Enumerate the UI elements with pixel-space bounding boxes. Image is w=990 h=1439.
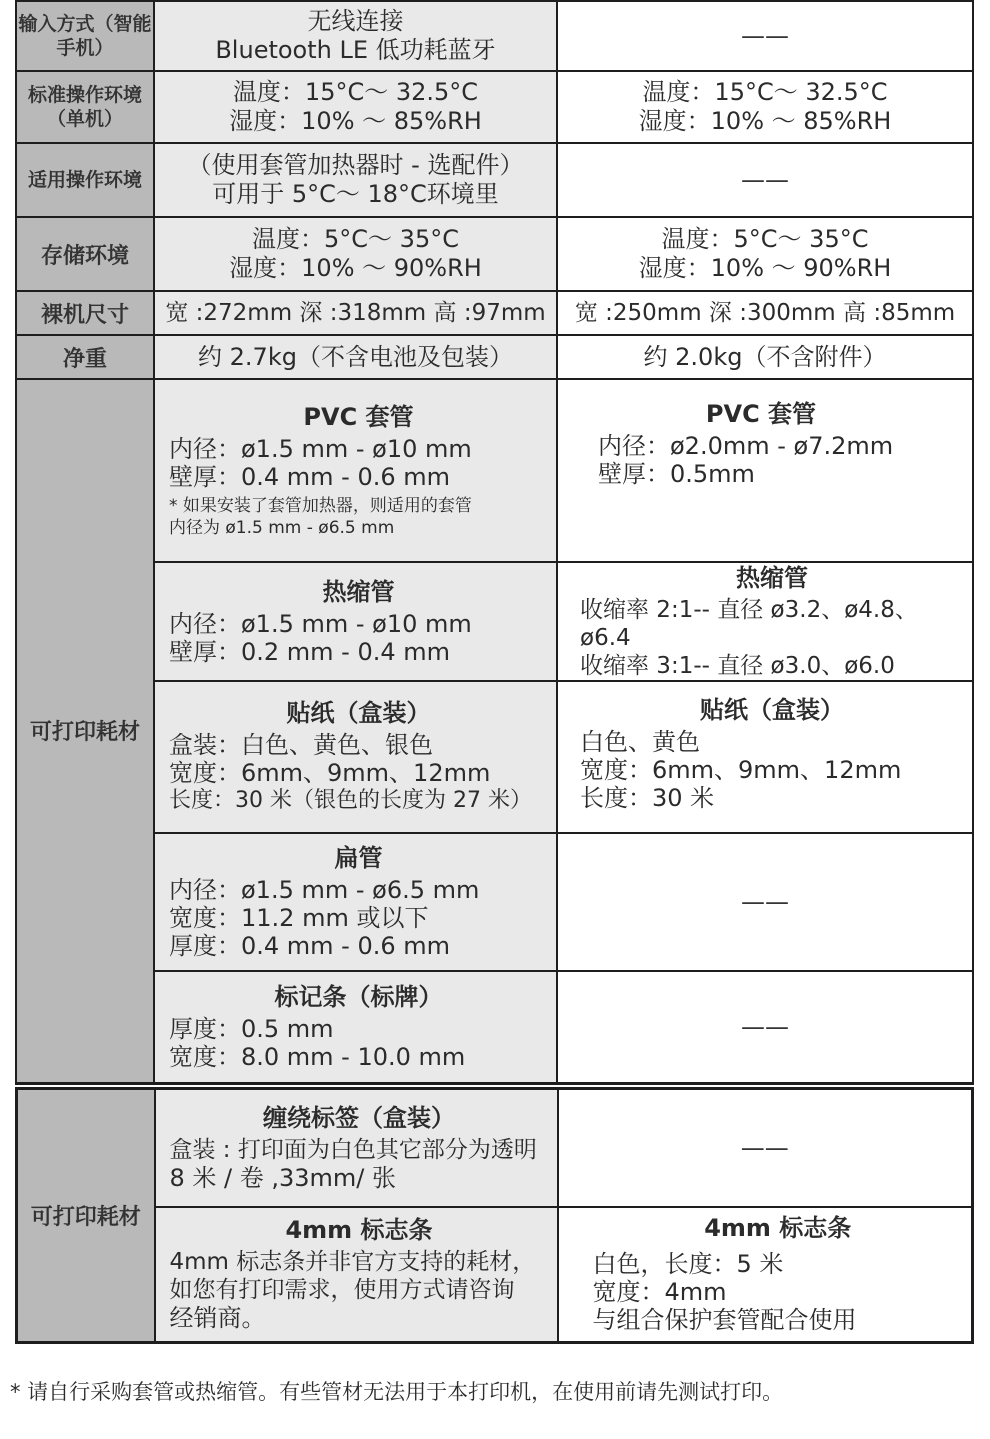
cell-line: 长度：30 米（银色的长度为 27 米） (169, 788, 532, 813)
row-label (16, 143, 154, 217)
cell-line: 8 米 / 卷 ,33mm/ 张 (169, 1163, 397, 1192)
dash: —— (741, 22, 789, 50)
cell-line: 经销商。 (169, 1304, 266, 1333)
item-heading: 热缩管 (736, 563, 808, 592)
cell-line: 如您有打印需求，使用方式请咨询 (169, 1277, 515, 1304)
cell-line: 内径：ø1.5 mm - ø10 mm (169, 434, 472, 463)
cell-line: 无线连接 (307, 7, 404, 35)
dash: —— (740, 1133, 789, 1162)
cell-line: 壁厚：0.4 mm - 0.6 mm (169, 462, 451, 491)
right-cell (557, 562, 973, 681)
item-heading: 扁管 (334, 844, 383, 872)
right-cell (557, 71, 973, 143)
row-stickers (16, 681, 973, 833)
item-heading: 贴纸（盒装） (700, 696, 844, 724)
cell-line: 约 2.0kg（不含附件） (643, 342, 887, 371)
right-cell (557, 217, 973, 291)
left-cell (154, 971, 557, 1083)
left-cell (154, 143, 557, 217)
cell-line: 内径：ø2.0mm - ø7.2mm (598, 432, 894, 460)
cell-line: 温度：5°C～ 35°C (661, 225, 869, 253)
item-heading: 热缩管 (322, 577, 395, 606)
footnote: * 请自行采购套管或热缩管。有些管材无法用于本打印机，在使用前请先测试打印。 (10, 1380, 784, 1404)
cell-line: 内径：ø1.5 mm - ø10 mm (169, 609, 472, 638)
cell-line: 宽度：11.2 mm 或以下 (169, 904, 429, 932)
cell-line: 厚度：0.5 mm (169, 1014, 334, 1043)
cell-line: 湿度：10% ～ 85%RH (638, 107, 892, 135)
cell-line: 宽度：4mm (592, 1278, 727, 1307)
right-cell (558, 1207, 973, 1343)
cell-line: Bluetooth LE 低功耗蓝牙 (215, 36, 496, 64)
row-pvc-tube (16, 379, 973, 562)
row-applicable-env (16, 143, 973, 217)
row-label-consumables (16, 379, 154, 1083)
label-text: 净重 (62, 346, 107, 372)
dash: —— (741, 166, 789, 194)
cell-line: 宽 :250mm 深 :300mm 高 :85mm (574, 299, 956, 326)
item-heading: 缠绕标签（盒装） (263, 1103, 455, 1132)
item-heading: 4mm 标志条 (285, 1216, 433, 1245)
cell-line: 白色，长度：5 米 (592, 1250, 784, 1279)
cell-line: 收缩率 2:1-- 直径 ø3.2、ø4.8、ø6.4 (580, 596, 918, 651)
right-cell (558, 1089, 973, 1207)
right-cell (557, 1, 973, 71)
item-heading: PVC 套管 (705, 400, 817, 428)
cell-line: 宽度：6mm、9mm、12mm (580, 756, 902, 784)
cell-line: 湿度：10% ～ 90%RH (638, 254, 892, 282)
row-label (16, 291, 154, 335)
left-cell (154, 681, 557, 833)
row-marker-strip (16, 971, 973, 1083)
row-input-method (16, 1, 973, 71)
row-flat-tube (16, 833, 973, 971)
right-cell (557, 681, 973, 833)
row-standard-env (16, 71, 973, 143)
row-wrap-label (17, 1089, 973, 1207)
cell-line: 宽 :272mm 深 :318mm 高 :97mm (165, 299, 546, 326)
row-label (16, 335, 154, 379)
row-storage-env (16, 217, 973, 291)
cell-line: 湿度：10% ～ 85%RH (229, 107, 482, 135)
cell-line: 收缩率 3:1-- 直径 ø3.0、ø6.0 (580, 652, 895, 679)
right-cell (557, 143, 973, 217)
left-cell (154, 335, 557, 379)
cell-line: 内径：ø1.5 mm - ø6.5 mm (169, 876, 480, 904)
cell-line: 温度：5°C～ 35°C (252, 225, 459, 253)
row-label (16, 1, 154, 71)
cell-line: 厚度：0.4 mm - 0.6 mm (169, 932, 451, 960)
cell-line: 长度：30 米 (580, 784, 715, 812)
right-cell (557, 833, 973, 971)
label-text: 输入方式（智能手机） (18, 13, 152, 59)
left-cell (154, 1, 557, 71)
left-cell (154, 291, 557, 335)
left-cell (155, 1207, 558, 1343)
row-net-weight (16, 335, 973, 379)
left-cell (154, 562, 557, 681)
row-label (16, 217, 154, 291)
label-text: 可打印耗材 (29, 720, 140, 746)
row-dimensions (16, 291, 973, 335)
left-cell (154, 379, 557, 562)
spec-table (15, 0, 974, 1085)
item-note: * 如果安装了套管加热器，则适用的套管 内径为 ø1.5 mm - ø6.5 mm (169, 495, 472, 538)
cell-line: 壁厚：0.2 mm - 0.4 mm (169, 637, 451, 666)
label-text: 存储环境 (40, 243, 129, 269)
row-label-consumables (17, 1089, 155, 1343)
right-cell (557, 335, 973, 379)
item-heading: 4mm 标志条 (704, 1214, 852, 1243)
cell-line: 与组合保护套管配合使用 (592, 1306, 857, 1335)
row-4mm-strip (17, 1207, 973, 1343)
left-cell (154, 217, 557, 291)
left-cell (154, 71, 557, 143)
dash: —— (741, 888, 789, 916)
cell-line: 盒装 : 打印面为白色其它部分为透明 (169, 1136, 537, 1163)
label-text: 适用操作环境 (27, 169, 142, 191)
left-cell (155, 1089, 558, 1207)
cell-line: 白色、黄色 (580, 728, 700, 756)
label-text: 裸机尺寸 (40, 302, 129, 328)
left-cell (154, 833, 557, 971)
item-heading: 贴纸（盒装） (286, 699, 431, 727)
cell-line: 可用于 5°C～ 18°C环境里 (212, 180, 499, 208)
cell-line: 温度：15°C～ 32.5°C (642, 78, 888, 106)
item-heading: 标记条（标牌） (274, 982, 443, 1011)
dash: —— (741, 1012, 789, 1041)
right-cell (557, 379, 973, 562)
cell-line: 盒装：白色、黄色、银色 (169, 731, 433, 759)
cell-line: 约 2.7kg（不含电池及包装） (198, 342, 513, 371)
cell-line: 4mm 标志条并非官方支持的耗材， (169, 1249, 536, 1276)
right-cell (557, 291, 973, 335)
spec-table-2 (15, 1087, 974, 1344)
cell-line: 宽度：6mm、9mm、12mm (169, 759, 491, 787)
cell-line: 温度：15°C～ 32.5°C (232, 78, 479, 106)
right-cell (557, 971, 973, 1083)
cell-line: （使用套管加热器时 - 选配件） (187, 151, 524, 179)
cell-line: 湿度：10% ～ 90%RH (229, 254, 482, 282)
label-text: 标准操作环境（单机） (27, 84, 142, 130)
row-label (16, 71, 154, 143)
item-heading: PVC 套管 (303, 402, 414, 431)
label-text: 可打印耗材 (30, 1205, 141, 1230)
row-heat-shrink (16, 562, 973, 681)
cell-line: 壁厚：0.5mm (598, 460, 755, 488)
cell-line: 宽度：8.0 mm - 10.0 mm (169, 1042, 466, 1071)
